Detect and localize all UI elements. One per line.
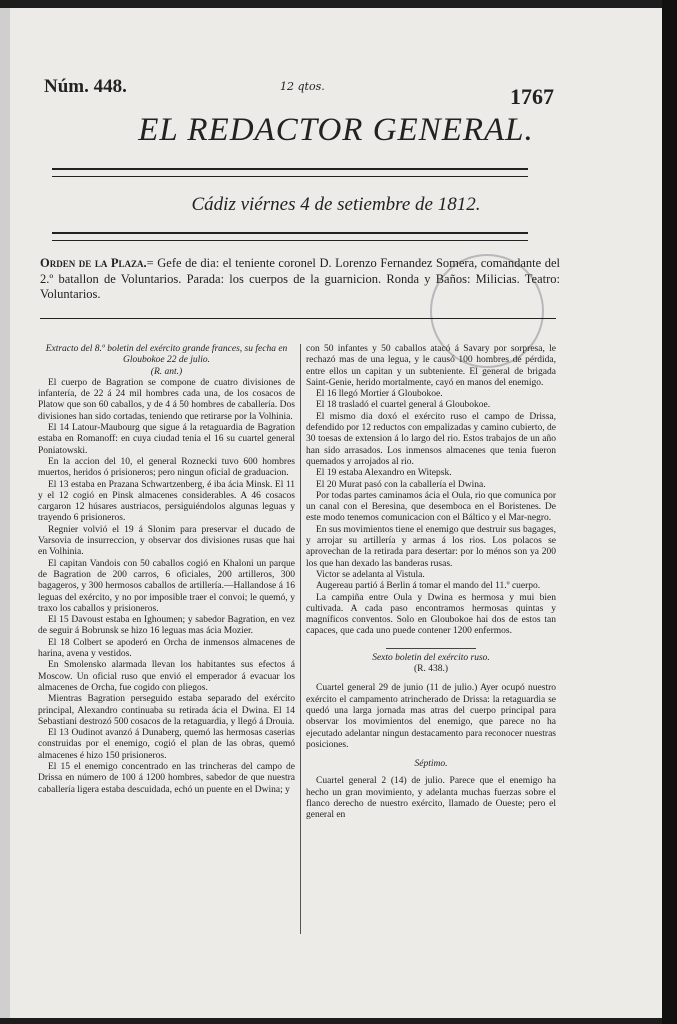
paragraph: La campiña entre Oula y Dwina es hermosa y mui bien cultivada. A cada paso encontramos hermosas quintas y magníficos conventos. Solo en Gloubokoe hai dos de estos tan capaces, que cada uno puede contener 1200 enfermos. bbox=[306, 592, 556, 637]
paragraph: El 16 llegó Mortier á Gloubokoe. bbox=[316, 389, 443, 400]
paragraph: con 50 infantes y 50 caballos atacó á Savary por sorpresa, le rechazó mas de una legua, y le causó 100 hombres de pérdida, entre ellos un capitan y un subteniente. El general de brigada Saint-Genie, herido mortalmente, cayó en manos del enemigo. bbox=[306, 344, 556, 388]
sexto-ref: (R. 438.) bbox=[413, 664, 449, 675]
paragraph: El mismo dia doxó el exército ruso el campo de Drissa, defendido por 12 reductos con empalizadas y camino cubierto, de 30 toesas de extension á lo largo del rio. Estos trabajos de un año han sido arrasados. Los inmensos almacenes que tenia fueron quemados y arrojados al rio. bbox=[306, 411, 556, 467]
page-number: 1767 bbox=[510, 84, 554, 109]
paragraph: Mientras Bagration perseguido estaba separado del exército principal, Alexandro continuaba su retirada ácia el Dwina. El 14 Sebastiani destrozó 500 cosacos de la retaguardia, y llegó á Drouia. bbox=[38, 694, 295, 727]
orden-label: Orden de la Plaza. bbox=[40, 256, 147, 270]
article-heading: Extracto del 8.º boletin del exército grande frances, su fecha en Gloubokoe 22 de julio. bbox=[45, 344, 288, 366]
paragraph: El 18 Colbert se apoderó en Orcha de inmensos almacenes de harina, avena y vestidos. bbox=[38, 637, 295, 660]
paragraph: El capitan Vandois con 50 caballos cogió en Khaloni un parque de Bagration de 200 carros, 6 oficiales, 200 artilleros, 300 bagageros, y 300 hermosos caballos de artillería.—Hallandose á 16 leguas del exército, y no por imposible traer el convoi; le quemó, y traxo los caballos y prisioneros. bbox=[38, 558, 295, 614]
orden-de-la-plaza bbox=[40, 256, 560, 303]
paragraph: El 13 Oudinot avanzó á Dunaberg, quemó las hermosas caserias construidas por el enemigo, cogió el plan de las obras, quemó almacenes é hizo 150 prisioneros. bbox=[38, 728, 295, 761]
article-ref: (R. ant.) bbox=[150, 366, 183, 377]
paragraph: Augereau partió á Berlin á tomar el mando del 11.º cuerpo. bbox=[316, 581, 541, 592]
paragraph: El 14 Latour-Maubourg que sigue á la retaguardia de Bagration estaba en Romanoff: en cuya ciudad tenia el 16 su cuartel general Poniatowski. bbox=[38, 423, 295, 456]
paragraph: Victor se adelanta al Vistula. bbox=[316, 569, 425, 580]
newspaper-title: EL REDACTOR GENERAL. bbox=[138, 112, 534, 148]
septimo-heading: Séptimo. bbox=[414, 759, 448, 770]
dateline-rule bbox=[52, 232, 528, 241]
paragraph: El 18 trasladó el cuartel general á Gloubokoe. bbox=[316, 400, 491, 411]
left-column bbox=[38, 344, 295, 796]
paragraph: El cuerpo de Bagration se compone de cuatro divisiones de infantería, de 22 á 24 mil hombres cada una, de los cosacos de Platow que son 60 caballos, y de 4 á 50 hombres de caballería. Dos divisiones han sido cortadas, teniendo que retirarse por la Volhinia. bbox=[38, 377, 295, 422]
issue-price: 12 qtos. bbox=[280, 80, 325, 93]
paragraph: En sus movimientos tiene el enemigo que destruir sus bagages, y arrojar su artillería y armas á los rios. Los polacos se aprovechan de la retirada para desertar: por lo ménos son ya 200 los que han dexado las banderas rusas. bbox=[306, 524, 556, 569]
newspaper-page bbox=[10, 8, 662, 1018]
column-divider bbox=[300, 344, 301, 934]
sexto-heading: Sexto boletin del exército ruso. bbox=[372, 652, 490, 663]
paragraph: El 15 Davoust estaba en Ighoumen; y sabedor Bagration, en vez de seguir á Bobrunsk se hizo 16 leguas mas ácia Mozier. bbox=[38, 615, 295, 637]
dateline: Cádiz viérnes 4 de setiembre de 1812. bbox=[191, 194, 481, 215]
paragraph: El 20 Murat pasó con la caballería el Dwina. bbox=[316, 479, 486, 490]
title-rule bbox=[52, 168, 528, 177]
right-column bbox=[306, 344, 556, 822]
paragraph: El 19 estaba Alexandro en Witepsk. bbox=[316, 468, 452, 479]
paragraph: Regnier volvió el 19 á Slonim para preservar el ducado de Varsovia de insurreccion, y observar dos divisiones rusas que hai en Volhinia. bbox=[38, 524, 295, 558]
paragraph: En la accion del 10, el general Roznecki tuvo 600 hombres muertos, heridos ó prisioneros; pero ningun oficial de graduacion. bbox=[38, 456, 295, 479]
paragraph: Por todas partes caminamos ácia el Oula, rio que comunica por un canal con el Beresina, que desemboca en el Boristenes. De este modo tenemos comunicacion con el Báltico y el Mar-negro. bbox=[306, 490, 556, 524]
septimo-text: Cuartel general 2 (14) de julio. Parece que el enemigo ha hecho un gran movimiento, y adelanta muchas fuerzas sobre el flanco derecho de nuestro exército, llamado de Oueste; pero el general en bbox=[306, 776, 556, 821]
paragraph: El 15 el enemigo concentrado en las trincheras del campo de Drissa en número de 100 á 1200 hombres, sabedor de que nuestra caballería ligera estaba descuidada, echó un puente en el Dwina; y bbox=[38, 761, 295, 795]
separator-rule bbox=[386, 648, 476, 649]
page-right-edge bbox=[662, 0, 677, 1024]
section-rule bbox=[40, 318, 556, 319]
sexto-text: Cuartel general 29 de junio (11 de julio.) Ayer ocupó nuestro exército el campamento atrincherado de Drissa: la retaguardia se quedó una larga jornada mas atras del cuerpo principal para observar los movimientos del enemigo, que parece no ha ejecutado adelantar ningun destacamento para reconocer nuestras posiciones. bbox=[306, 683, 556, 750]
orden-text: = Gefe de dia: el teniente coronel D. Lorenzo Fernandez Somera, comandante del 2.º batallon de Voluntarios. Parada: los cuerpos de la guarnicion. Ronda y Baños: Milicias. Teatro: Voluntarios. bbox=[40, 256, 561, 302]
page-left-edge bbox=[0, 8, 10, 1018]
issue-number: Núm. 448. bbox=[44, 76, 127, 97]
paragraph: En Smolensko alarmada llevan los habitantes sus efectos á Moscow. Un oficial ruso que envió el emperador á evacuar los almacenes de Orcha, fue cogido con pliegos. bbox=[38, 660, 295, 693]
paragraph: El 13 estaba en Prazana Schwartzenberg, é iba ácia Minsk. El 11 y el 12 cogió en Pinsk almacenes considerables. A 46 cosacos cargaron 12 húsares austriacos, persiguiéndolos algunas leguas y trayendo 6 prisioneros. bbox=[38, 479, 295, 524]
